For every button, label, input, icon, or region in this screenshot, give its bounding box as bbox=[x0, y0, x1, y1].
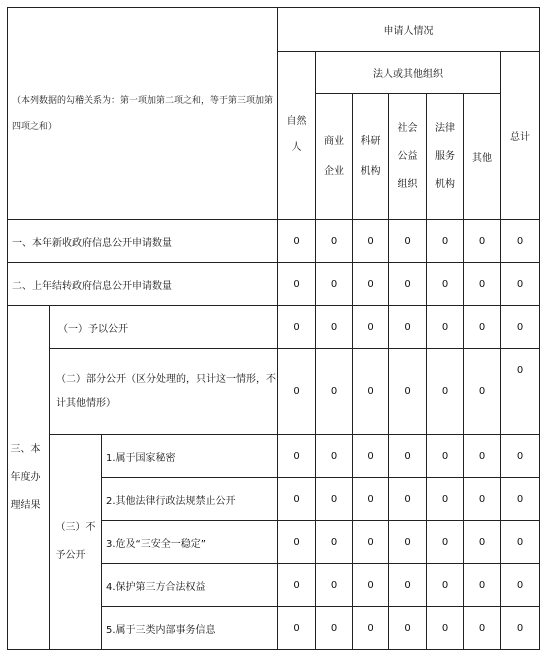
table-cell: 0 bbox=[278, 220, 316, 263]
header-legal-persons bbox=[316, 52, 501, 94]
table-cell: 0 bbox=[464, 263, 501, 306]
table-cell: 0 bbox=[353, 435, 389, 478]
table-cell: 0 bbox=[316, 349, 353, 435]
table-row bbox=[8, 220, 540, 263]
table-cell: 0 bbox=[464, 435, 501, 478]
table-cell: 0 bbox=[353, 349, 389, 435]
table-cell-total: 0 bbox=[501, 435, 540, 478]
legal-persons-label: 法人或其他组织 bbox=[373, 69, 444, 80]
other-label: 其他 bbox=[472, 153, 493, 164]
table-cell: 0 bbox=[353, 306, 389, 349]
table-cell: 0 bbox=[353, 478, 389, 521]
row-label: 二、上年结转政府信息公开申请数量 bbox=[8, 263, 278, 306]
table-cell: 0 bbox=[427, 478, 464, 521]
table-cell: 0 bbox=[427, 435, 464, 478]
table-cell: 0 bbox=[316, 306, 353, 349]
table-cell-total: 0 bbox=[501, 263, 540, 306]
table-cell: 0 bbox=[427, 564, 464, 607]
header-applicant-situation bbox=[278, 8, 540, 52]
table-cell: 0 bbox=[389, 564, 427, 607]
research-label: 科研机构 bbox=[360, 135, 381, 177]
table-cell: 0 bbox=[353, 220, 389, 263]
header-note bbox=[8, 8, 278, 220]
legal-service-label: 法律服务机构 bbox=[435, 122, 456, 190]
table-cell: 0 bbox=[427, 521, 464, 564]
header-total bbox=[501, 52, 540, 220]
table-row bbox=[8, 263, 540, 306]
table-row bbox=[8, 306, 540, 349]
table-cell-total: 0 bbox=[501, 478, 540, 521]
table-cell: 0 bbox=[278, 478, 316, 521]
table-row bbox=[8, 349, 540, 435]
table-cell: 0 bbox=[427, 349, 464, 435]
gov-info-disclosure-table bbox=[7, 7, 540, 650]
table-cell: 0 bbox=[278, 306, 316, 349]
table-cell: 0 bbox=[389, 607, 427, 650]
table-cell: 0 bbox=[316, 435, 353, 478]
table-cell: 0 bbox=[464, 306, 501, 349]
table-cell: 0 bbox=[316, 564, 353, 607]
table-cell: 0 bbox=[389, 306, 427, 349]
table-cell-total: 0 bbox=[501, 306, 540, 349]
table-cell: 0 bbox=[464, 220, 501, 263]
row-label: （二）部分公开（区分处理的，只计这一情形，不计其他情形） bbox=[50, 349, 278, 435]
header-other bbox=[464, 94, 501, 220]
table-cell: 0 bbox=[316, 478, 353, 521]
results-label: 三、本年度办理结果 bbox=[10, 443, 41, 511]
commercial-label: 商业企业 bbox=[324, 135, 345, 177]
table-cell: 0 bbox=[316, 263, 353, 306]
table-cell: 0 bbox=[464, 349, 501, 435]
table-cell: 0 bbox=[316, 220, 353, 263]
table-cell: 0 bbox=[427, 607, 464, 650]
table-cell-total: 0 bbox=[501, 220, 540, 263]
row-label: 5.属于三类内部事务信息 bbox=[102, 607, 278, 650]
applicant-situation-label: 申请人情况 bbox=[383, 26, 434, 37]
row-label: 2.其他法律行政法规禁止公开 bbox=[102, 478, 278, 521]
table-cell: 0 bbox=[278, 607, 316, 650]
table-cell: 0 bbox=[427, 220, 464, 263]
natural-person-label: 自然人 bbox=[286, 115, 307, 153]
row-label: 4.保护第三方合法权益 bbox=[102, 564, 278, 607]
row-label: （一）予以公开 bbox=[50, 306, 278, 349]
table-cell: 0 bbox=[389, 478, 427, 521]
table-cell: 0 bbox=[278, 263, 316, 306]
header-commercial bbox=[316, 94, 353, 220]
table-cell: 0 bbox=[278, 521, 316, 564]
header-note-text: （本列数据的勾稽关系为：第一项加第二项之和，等于第三项加第四项之和） bbox=[12, 95, 274, 132]
header-social-welfare bbox=[389, 94, 427, 220]
table-cell: 0 bbox=[427, 306, 464, 349]
table-cell-total: 0 bbox=[501, 607, 540, 650]
table-cell: 0 bbox=[389, 349, 427, 435]
table-cell-total: 0 bbox=[501, 349, 540, 435]
table-cell: 0 bbox=[389, 263, 427, 306]
table-cell: 0 bbox=[278, 564, 316, 607]
table-cell-total: 0 bbox=[501, 521, 540, 564]
header-legal-service bbox=[427, 94, 464, 220]
social-welfare-label: 社会公益组织 bbox=[397, 122, 418, 190]
table-cell: 0 bbox=[464, 564, 501, 607]
table-cell-total: 0 bbox=[501, 564, 540, 607]
header-research bbox=[353, 94, 389, 220]
table-row bbox=[8, 435, 540, 478]
table-cell: 0 bbox=[389, 220, 427, 263]
table-cell: 0 bbox=[464, 607, 501, 650]
not-public-label: （三）不予公开 bbox=[55, 522, 96, 561]
table-cell: 0 bbox=[389, 521, 427, 564]
table-cell: 0 bbox=[389, 435, 427, 478]
table-cell: 0 bbox=[353, 521, 389, 564]
row-label: 一、本年新收政府信息公开申请数量 bbox=[8, 220, 278, 263]
table-cell: 0 bbox=[464, 478, 501, 521]
table-cell: 0 bbox=[427, 263, 464, 306]
table-cell: 0 bbox=[316, 607, 353, 650]
header-natural-person bbox=[278, 52, 316, 220]
results-section-label bbox=[8, 306, 50, 650]
table-cell: 0 bbox=[353, 564, 389, 607]
table-cell: 0 bbox=[316, 521, 353, 564]
total-label: 总计 bbox=[510, 132, 531, 143]
row-label: 3.危及“三安全一稳定” bbox=[102, 521, 278, 564]
table-cell: 0 bbox=[353, 607, 389, 650]
table-cell: 0 bbox=[353, 263, 389, 306]
table-cell: 0 bbox=[278, 349, 316, 435]
table-cell: 0 bbox=[278, 435, 316, 478]
row-label: 1.属于国家秘密 bbox=[102, 435, 278, 478]
not-public-section-label bbox=[50, 435, 102, 650]
table-cell: 0 bbox=[464, 521, 501, 564]
